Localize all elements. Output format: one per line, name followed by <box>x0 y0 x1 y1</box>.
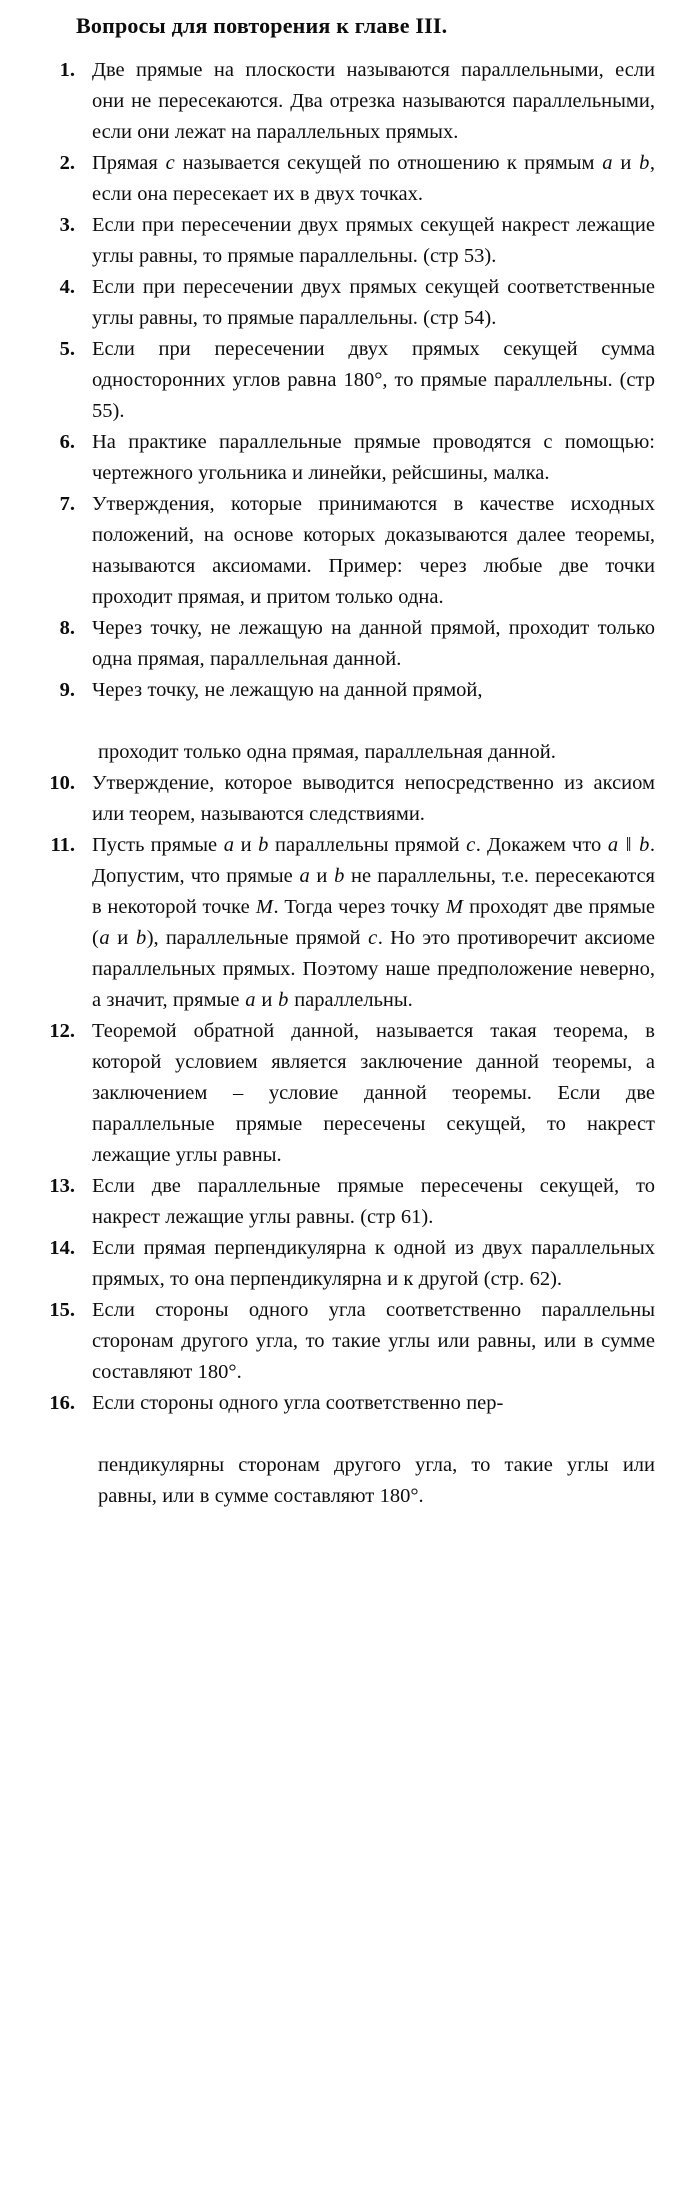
question-item-8 <box>0 613 700 675</box>
question-text: Если при пересечении двух прямых секущей накрест лежащие углы равны, то прямые параллельны. (стр 53). <box>92 214 655 267</box>
question-text: Если при пересечении двух прямых секущей соответственные углы равны, то прямые параллельны. (стр 54). <box>92 276 655 329</box>
question-item-15 <box>0 1295 700 1388</box>
math-variable-b: b <box>278 989 289 1011</box>
math-point-m: M <box>445 896 463 918</box>
question-text-lead: Через точку, не лежащую на данной прямой, <box>92 679 483 701</box>
question-text: Прямая c называется секущей по отношению к прямым a и b, если она пересекает их в двух точках. <box>92 152 655 205</box>
question-item-2 <box>0 148 700 210</box>
question-item-7 <box>0 489 700 613</box>
question-text: Две прямые на плоскости называются параллельными, если они не пересекаются. Два отрезка называются параллельными, если они лежат на параллельных прямых. <box>92 59 655 143</box>
question-item-14 <box>0 1233 700 1295</box>
question-number: 1. <box>59 59 75 81</box>
question-text: Если стороны одного угла соответственно параллельны сторонам другого угла, то такие углы или равны, или в сумме составляют 180°. <box>92 1299 655 1383</box>
question-item-1 <box>0 55 700 148</box>
paragraph-gap <box>92 706 655 737</box>
question-text: Если две параллельные прямые пересечены секущей, то накрест лежащие углы равны. (стр 61). <box>92 1175 655 1228</box>
page-title: Вопросы для повторения к главе III. <box>76 13 448 38</box>
question-text: Если при пересечении двух прямых секущей сумма односторонних углов равна 180°, то прямые параллельны. (стр 55). <box>92 338 655 422</box>
question-text: Пусть прямые a и b параллельны прямой c. Докажем что a ‖ b. Допустим, что прямые a и b не параллельны, т.е. пересекаются в некоторой точке M. Тогда через точку M проходят две прямые (a и b), параллельные прямой c. Но это противоречит аксиоме параллельных прямых. Поэтому наше предположение неверно, а значит, прямые a и b параллельны. <box>92 834 656 1011</box>
math-variable-a: a <box>245 989 256 1011</box>
math-variable-a: a <box>602 152 613 174</box>
question-number: 4. <box>59 276 75 298</box>
math-variable-c: c <box>368 927 378 949</box>
question-number: 11. <box>50 834 75 856</box>
question-item-3 <box>0 210 700 272</box>
question-item-4 <box>0 272 700 334</box>
question-item-10 <box>0 768 700 830</box>
paragraph-gap <box>92 1419 655 1450</box>
math-point-m: M <box>255 896 273 918</box>
question-text: Если прямая перпендикулярна к одной из двух параллельных прямых, то она перпендикулярна и к другой (стр. 62). <box>92 1237 655 1290</box>
math-variable-c: c <box>466 834 476 856</box>
question-text: Утверждения, которые принимаются в качестве исходных положений, на основе которых доказываются далее теоремы, называются аксиомами. Пример: через любые две точки проходит прямая, и притом только одна. <box>92 493 655 608</box>
question-number: 12. <box>49 1020 75 1042</box>
question-number: 9. <box>59 679 75 701</box>
question-number: 2. <box>59 152 75 174</box>
parallel-symbol: ‖ <box>625 834 631 856</box>
math-variable-c: c <box>165 152 175 174</box>
math-variable-a: a <box>299 865 310 887</box>
question-number: 3. <box>59 214 75 236</box>
question-text: На практике параллельные прямые проводятся с помощью: чертежного угольника и линейки, рейсшины, малка. <box>92 431 655 484</box>
question-number: 15. <box>49 1299 75 1321</box>
question-text: Утверждение, которое выводится непосредственно из аксиом или теорем, называются следствиями. <box>92 772 655 825</box>
question-text: Теоремой обратной данной, называется такая теорема, в которой условием является заключение данной теоремы, а заключением – условие данной теоремы. Если две параллельные прямые пересечены секущей, то накрест лежащие углы равны. <box>92 1020 655 1166</box>
question-number: 7. <box>59 493 75 515</box>
question-text-rest: пендикулярны сторонам другого угла, то такие углы или равны, или в сумме составляют 180°. <box>98 1454 655 1507</box>
question-item-13 <box>0 1171 700 1233</box>
math-variable-b: b <box>639 152 650 174</box>
math-variable-a: a <box>607 834 619 856</box>
question-text-lead: Если стороны одного угла соответственно пер- <box>92 1392 504 1414</box>
question-item-11 <box>0 830 700 1016</box>
question-number: 8. <box>59 617 75 639</box>
question-item-12 <box>0 1016 700 1171</box>
question-number: 10. <box>49 772 75 794</box>
math-variable-b: b <box>135 927 147 949</box>
question-item-5 <box>0 334 700 427</box>
question-number: 6. <box>59 431 75 453</box>
math-variable-a: a <box>223 834 234 856</box>
questions-list <box>0 55 700 1512</box>
question-text: Через точку, не лежащую на данной прямой, проходит только одна прямая, параллельная данной. <box>92 617 655 670</box>
question-item-6 <box>0 427 700 489</box>
math-variable-a: a <box>99 927 110 949</box>
question-text-rest: проходит только одна прямая, параллельная данной. <box>98 741 556 763</box>
question-number: 14. <box>49 1237 75 1259</box>
question-number: 13. <box>49 1175 75 1197</box>
question-number: 5. <box>59 338 75 360</box>
math-variable-b: b <box>258 834 269 856</box>
question-number: 16. <box>49 1392 75 1414</box>
math-variable-b: b <box>334 865 345 887</box>
question-item-16 <box>0 1388 700 1512</box>
question-item-9 <box>0 675 700 768</box>
math-variable-b: b <box>639 834 650 856</box>
